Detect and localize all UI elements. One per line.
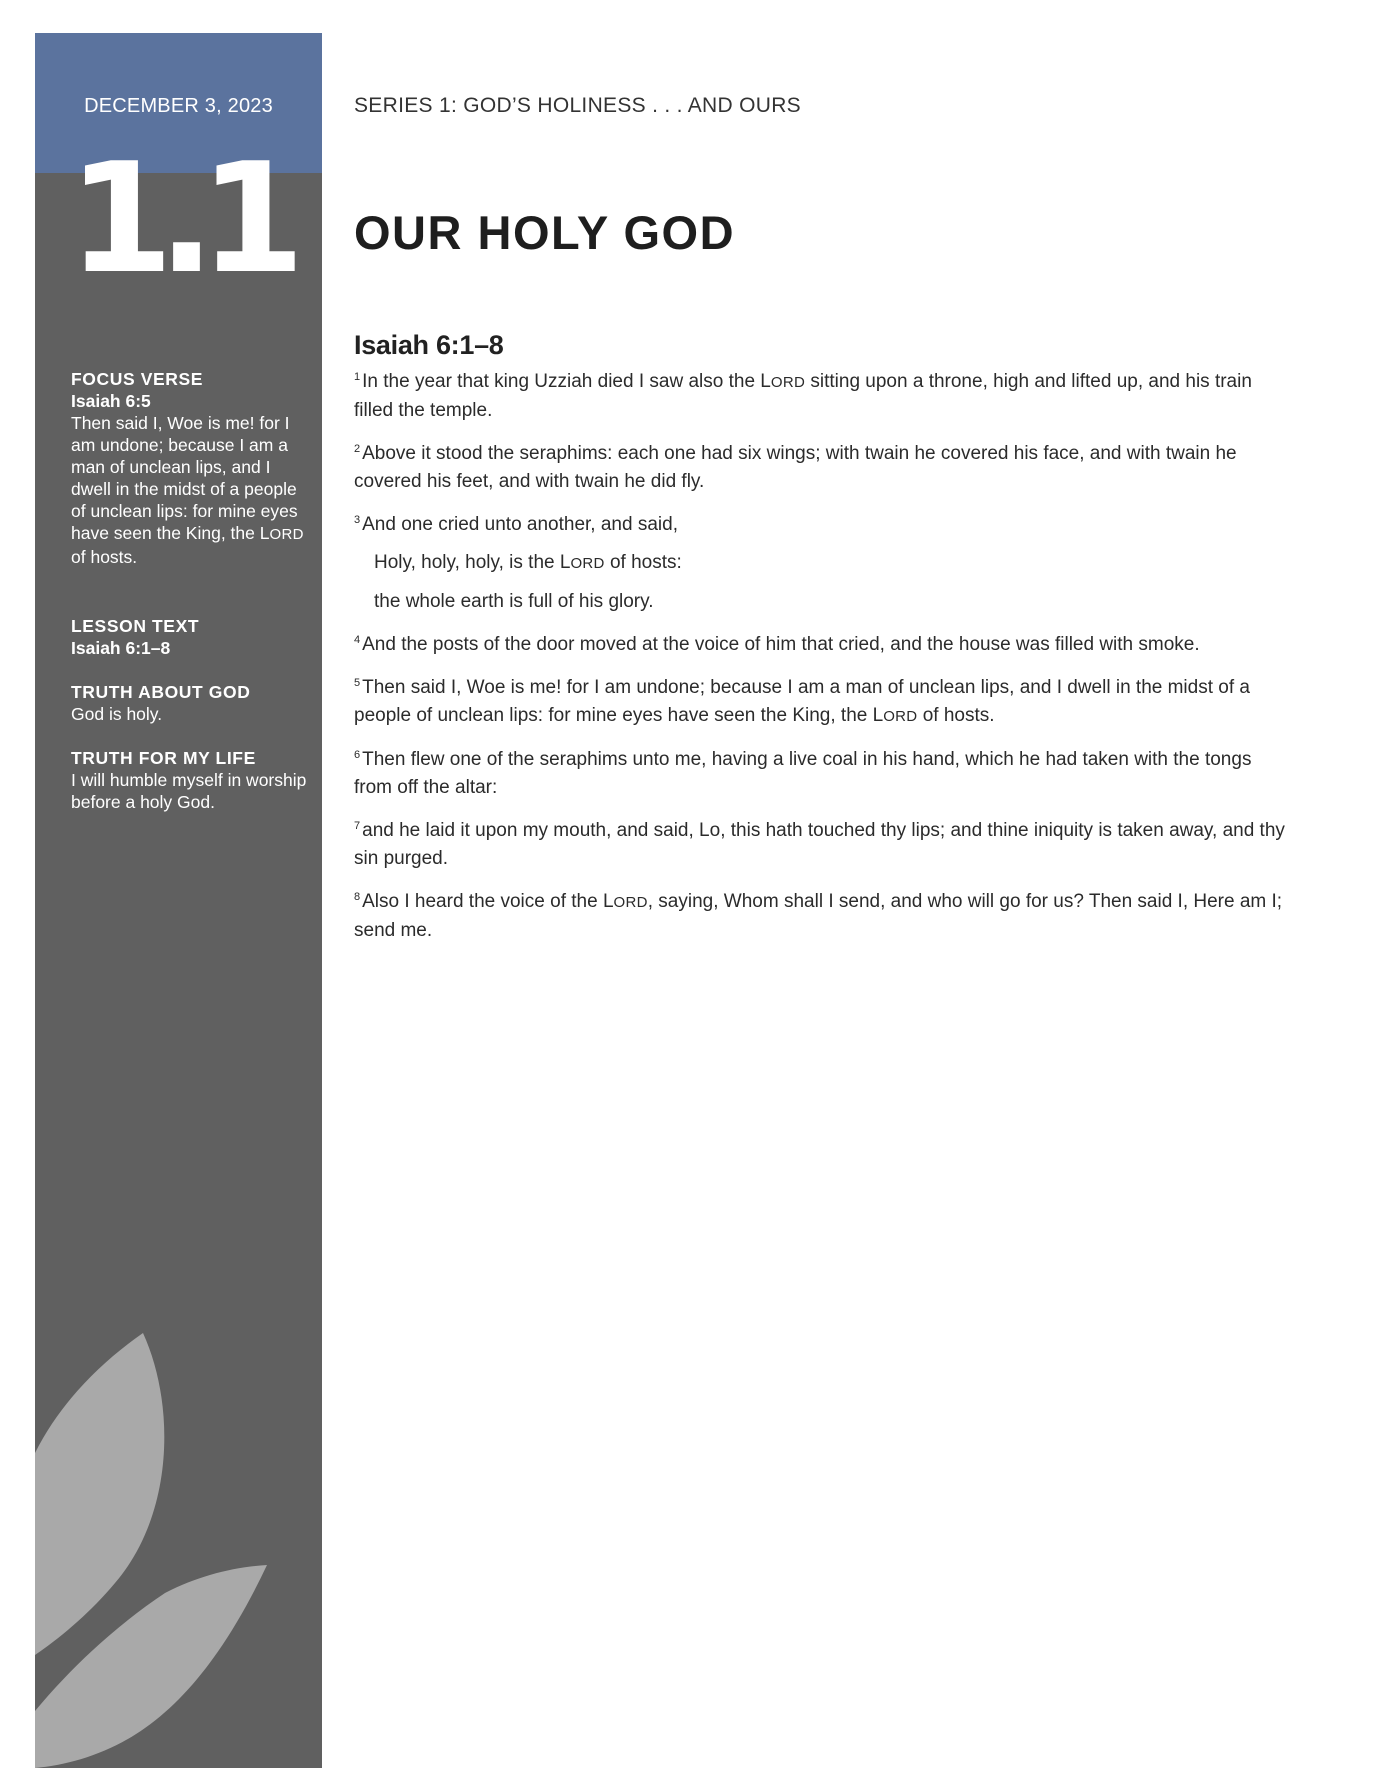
verse-5 xyxy=(354,669,1294,731)
focus-verse-text-main: Then said I, Woe is me! for I am undone; because I am a man of unclean lips, and I dwell in the midst of a people of unclean lips: for mine eyes have seen the King, the L xyxy=(71,413,298,543)
lord-smallcaps: ORD xyxy=(570,555,605,572)
verse-text: Also I heard the voice of the xyxy=(362,891,603,912)
verse-text: Then flew one of the seraphims unto me, having a live coal in his hand, which he had taken with the tongs from off the altar: xyxy=(354,749,1252,798)
lord-smallcaps: ORD xyxy=(883,708,918,725)
verse-number: 4 xyxy=(354,634,361,646)
leaf-decoration-icon xyxy=(35,1333,322,1768)
verse-text: And the posts of the door moved at the voice of him that cried, and the house was filled with smoke. xyxy=(362,634,1200,655)
lesson-text-reference: Isaiah 6:1–8 xyxy=(71,638,171,658)
verse-text: sitting upon a throne, high and lifted up, and his train filled the temple. xyxy=(354,371,1252,421)
verse-text: and he laid it upon my mouth, and said, Lo, this hath touched thy lips; and thine iniquity is taken away, and thy sin purged. xyxy=(354,820,1285,869)
lord-initial: L xyxy=(559,552,571,573)
verse-6 xyxy=(354,741,1294,802)
lesson-sidebar xyxy=(35,33,322,1768)
verse-text: In the year that king Uzziah died I saw also the xyxy=(362,371,761,392)
lesson-date: DECEMBER 3, 2023 xyxy=(84,95,273,117)
verse-number: 3 xyxy=(354,514,361,526)
lord-initial: L xyxy=(760,371,771,392)
verse-1 xyxy=(354,363,1294,425)
verse-text: Holy, holy, holy, is the xyxy=(374,552,560,573)
leaf-upper-icon xyxy=(35,1333,164,1655)
lord-initial: L xyxy=(872,705,884,726)
truth-for-my-life-heading: TRUTH FOR MY LIFE xyxy=(71,748,256,768)
series-title: SERIES 1: GOD’S HOLINESS . . . AND OURS xyxy=(354,94,801,117)
focus-verse-lord: ORD xyxy=(269,526,304,543)
verse-3 xyxy=(354,506,1294,539)
truth-about-god-heading: TRUTH ABOUT GOD xyxy=(71,682,251,702)
verse-text: , saying, Whom shall I send, and who will go for us? Then said I, Here am I; send me. xyxy=(354,891,1283,941)
verse-2 xyxy=(354,435,1294,496)
lesson-number: 1.1 xyxy=(67,130,290,307)
verse-number: 7 xyxy=(354,820,361,832)
focus-verse-heading: FOCUS VERSE xyxy=(71,369,204,389)
verse-text: Above it stood the seraphims: each one had six wings; with twain he covered his face, and with twain he covered his feet, and with twain he did fly. xyxy=(354,443,1237,492)
lord-initial: L xyxy=(602,891,614,912)
lord-smallcaps: ORD xyxy=(613,894,648,911)
verse-number: 5 xyxy=(354,677,361,689)
passage-reference: Isaiah 6:1–8 xyxy=(354,330,504,360)
verse-3-poetry-line-1 xyxy=(374,549,1294,578)
verse-number: 2 xyxy=(354,443,361,455)
verse-number: 1 xyxy=(354,371,361,383)
verse-number: 8 xyxy=(354,891,361,903)
focus-verse-section xyxy=(71,368,311,568)
focus-verse-text xyxy=(71,412,311,568)
verse-text: Then said I, Woe is me! for I am undone; because I am a man of unclean lips, and I dwell in the midst of a people of unclean lips: for mine eyes have seen the King, the xyxy=(354,677,1250,726)
verse-number: 6 xyxy=(354,749,361,761)
truth-about-god-section xyxy=(71,681,311,725)
scripture-passage xyxy=(354,330,1294,955)
verse-3-poetry-line-2: the whole earth is full of his glory. xyxy=(374,591,654,612)
lesson-text-section xyxy=(71,615,311,659)
verse-4 xyxy=(354,626,1294,659)
focus-verse-text-end: of hosts. xyxy=(71,547,138,567)
focus-verse-reference: Isaiah 6:5 xyxy=(71,391,151,411)
truth-about-god-text: God is holy. xyxy=(71,704,163,724)
verse-8 xyxy=(354,883,1294,945)
lesson-text-heading: LESSON TEXT xyxy=(71,616,200,636)
verse-7 xyxy=(354,812,1294,873)
verse-text: And one cried unto another, and said, xyxy=(362,514,678,535)
verse-text: of hosts: xyxy=(604,552,682,573)
truth-for-my-life-text: I will humble myself in worship before a holy God. xyxy=(71,770,307,812)
verse-text: of hosts. xyxy=(917,705,995,726)
lesson-title: OUR HOLY GOD xyxy=(354,206,736,259)
lord-smallcaps: ORD xyxy=(770,374,806,391)
truth-for-my-life-section xyxy=(71,747,311,813)
